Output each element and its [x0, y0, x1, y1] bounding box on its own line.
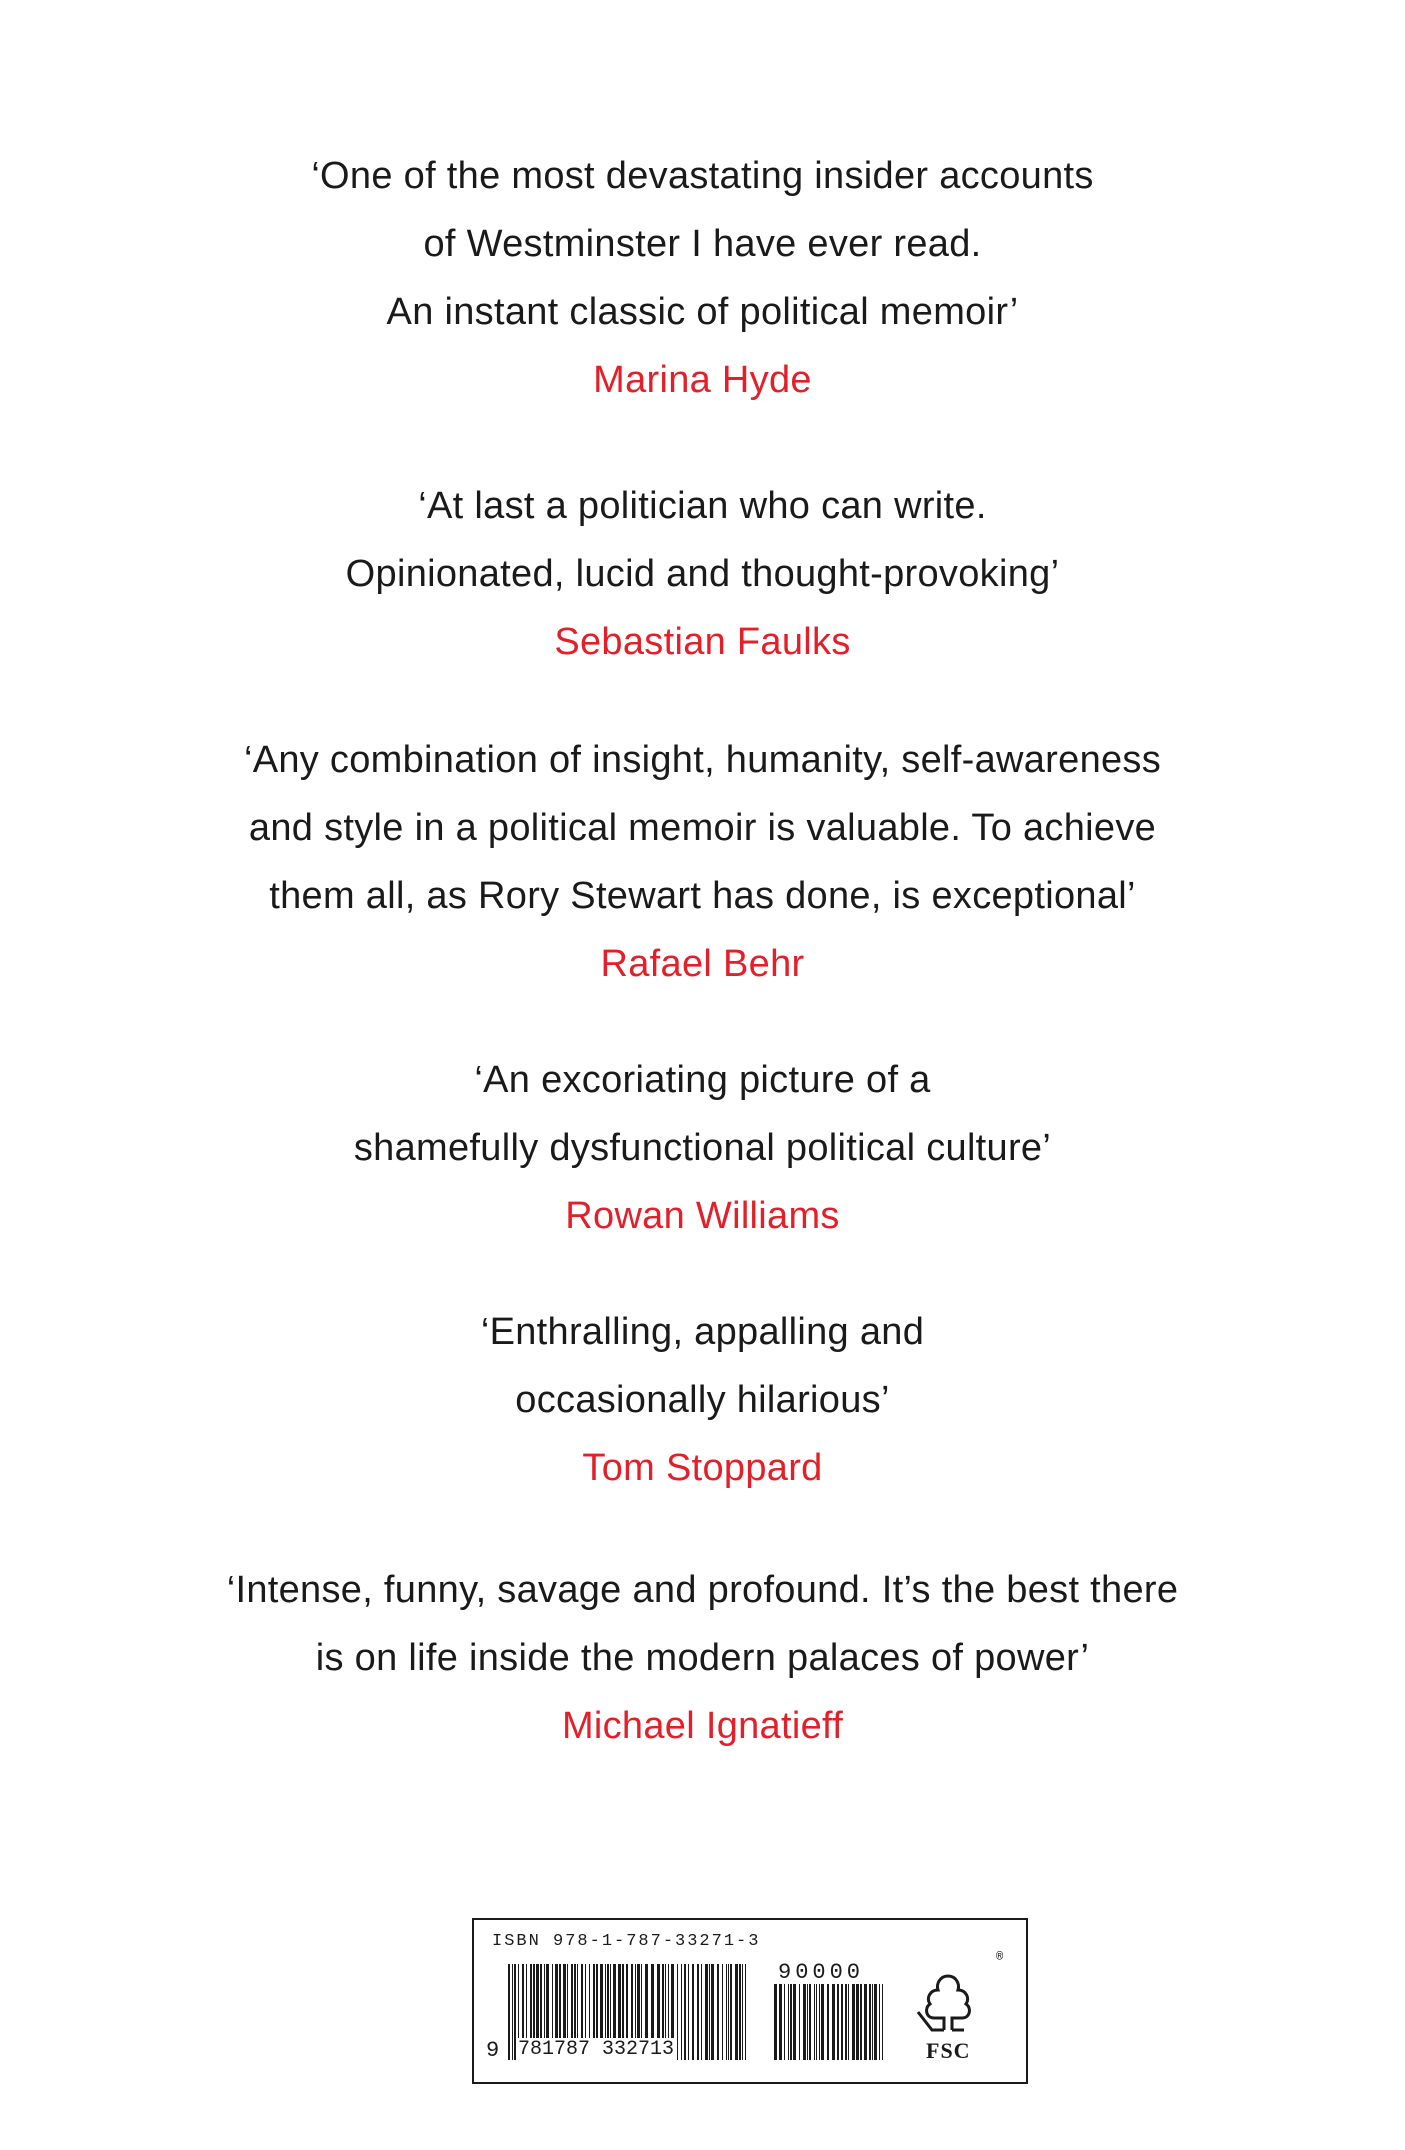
- barcode-addon-bars: [774, 1984, 884, 2060]
- barcode-bar: [726, 1964, 727, 2060]
- barcode-bar: [697, 1964, 699, 2060]
- quote-attribution: Michael Ignatieff: [561, 1705, 844, 1747]
- barcode-bar: [819, 1984, 820, 2060]
- barcode-addon-digits: 90000: [778, 1960, 865, 1985]
- barcode-bar: [848, 1984, 849, 2060]
- barcode-bar: [860, 1984, 862, 2060]
- quote-line: of Westminster I have ever read.: [423, 223, 982, 265]
- quote-attribution: Rowan Williams: [565, 1195, 840, 1237]
- barcode-bar: [774, 1984, 777, 2060]
- quote-block: [0, 142, 1405, 414]
- quote-line: occasionally hilarious’: [515, 1379, 890, 1421]
- barcode-bar: [788, 1984, 789, 2060]
- barcode-bar: [722, 1964, 723, 2060]
- barcode-bar: [681, 1964, 682, 2060]
- barcode-panel: [472, 1918, 1028, 2084]
- barcode-bar: [807, 1984, 808, 2060]
- isbn-label: ISBN 978-1-787-33271-3: [492, 1932, 761, 1951]
- barcode-bar: [874, 1984, 877, 2060]
- quote-block: [0, 1556, 1405, 1760]
- barcode-lead-digit: 9: [486, 2038, 500, 2063]
- barcode-bar: [814, 1984, 815, 2060]
- barcode-bar: [730, 1964, 732, 2060]
- barcode-bar: [864, 1984, 867, 2060]
- fsc-label: FSC: [926, 2038, 971, 2063]
- barcode-bar: [728, 1964, 729, 2060]
- barcode-bar: [879, 1984, 880, 2060]
- quote-block: [0, 1298, 1405, 1502]
- barcode-bar: [845, 1984, 847, 2060]
- barcode-bar: [677, 1964, 678, 2060]
- barcode-bar: [841, 1984, 843, 2060]
- barcode-bar: [784, 1984, 785, 2060]
- barcode-digits: 781787 332713: [518, 2038, 675, 2061]
- quote-line: shamefully dysfunctional political culture’: [353, 1127, 1052, 1169]
- barcode-bar: [701, 1964, 702, 2060]
- barcode-bar: [793, 1984, 796, 2060]
- barcode-bar: [684, 1964, 686, 2060]
- quote-line: Opinionated, lucid and thought-provoking’: [345, 553, 1060, 595]
- barcode-bar: [872, 1984, 873, 2060]
- barcode-bar: [803, 1984, 806, 2060]
- quote-attribution: Marina Hyde: [593, 359, 812, 401]
- registered-mark: ®: [996, 1950, 1004, 1964]
- quote-line: ‘Enthralling, appalling and: [480, 1311, 925, 1353]
- barcode-bar: [739, 1964, 741, 2060]
- barcode-bar: [827, 1984, 829, 2060]
- barcode-bar: [742, 1964, 743, 2060]
- barcode-bar: [512, 1964, 513, 2060]
- quote-line: ‘One of the most devastating insider accounts: [311, 155, 1094, 197]
- barcode-bar: [705, 1964, 708, 2060]
- barcode-bar: [882, 1984, 883, 2060]
- quote-attribution: Tom Stoppard: [582, 1447, 823, 1489]
- quote-attribution: Sebastian Faulks: [554, 621, 851, 663]
- quote-line: ‘Intense, funny, savage and profound. It’s the best there: [226, 1569, 1179, 1611]
- quote-line: ‘An excoriating picture of a: [474, 1059, 931, 1101]
- barcode-bar: [688, 1964, 689, 2060]
- quote-line: and style in a political memoir is valuable. To achieve: [248, 807, 1157, 849]
- barcode-bar: [852, 1984, 855, 2060]
- quote-line: is on life inside the modern palaces of power’: [315, 1637, 1090, 1679]
- barcode-bar: [856, 1984, 859, 2060]
- barcode-bar: [821, 1984, 824, 2060]
- quote-block: [0, 726, 1405, 998]
- barcode-bar: [837, 1984, 839, 2060]
- barcode-bar: [735, 1964, 738, 2060]
- quote-block: [0, 1046, 1405, 1250]
- barcode-bar: [790, 1984, 792, 2060]
- barcode-bar: [709, 1964, 710, 2060]
- barcode-bar: [816, 1984, 817, 2060]
- quote-line: ‘At last a politician who can write.: [418, 485, 987, 527]
- barcode-bar: [809, 1984, 811, 2060]
- barcode-bar: [711, 1964, 714, 2060]
- quote-line: ‘Any combination of insight, humanity, self-awareness: [243, 739, 1162, 781]
- quote-line: them all, as Rory Stewart has done, is exceptional’: [269, 875, 1136, 917]
- quote-attribution: Rafael Behr: [600, 943, 805, 985]
- barcode-bar: [832, 1984, 835, 2060]
- barcode-bar: [508, 1964, 510, 2060]
- barcode-bar: [717, 1964, 719, 2060]
- barcode-bar: [745, 1964, 746, 2060]
- quote-line: An instant classic of political memoir’: [386, 291, 1019, 333]
- barcode-bar: [869, 1984, 871, 2060]
- barcode-bar: [779, 1984, 782, 2060]
- barcode-bar: [799, 1984, 800, 2060]
- quote-block: [0, 472, 1405, 676]
- barcode-bar: [692, 1964, 694, 2060]
